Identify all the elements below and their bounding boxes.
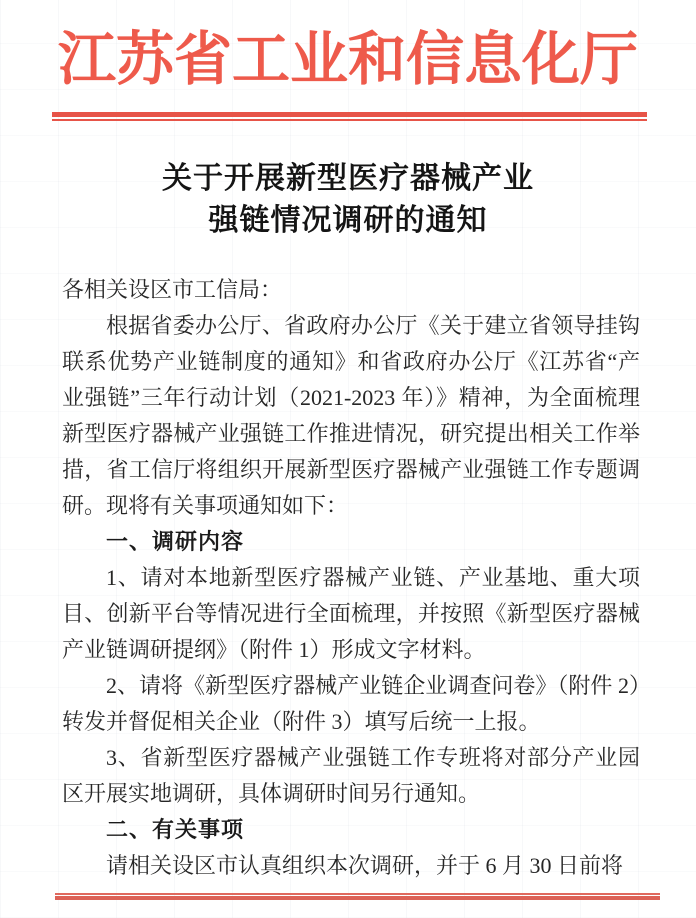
agency-letterhead: 江苏省工业和信息化厅 [57,27,638,92]
paragraph-basis: 根据省委办公厅、省政府办公厅《关于建立省领导挂钩联系优势产业链制度的通知》和省政府办公厅《江苏省“产业强链”三年行动计划（2021-2023 年）》精神，为全面梳理新型医疗器械产业强链工作推进情况，研究提出相关工作举措，省工信厅将组织开展新型医疗器械产业强链工作专题调研。现将有关事项通知如下： [62,313,640,518]
section-heading-2: 二、有关事项 [106,817,245,842]
paragraph-item-1: 1、请对本地新型医疗器械产业链、产业基地、重大项目、创新平台等情况进行全面梳理，并按照《新型医疗器械产业链调研提纲》（附件 1）形成文字材料。 [62,565,640,662]
document-title-line1: 关于开展新型医疗器械产业 [162,162,534,195]
separator-thin-band [52,119,647,121]
document-body [62,272,640,884]
bottom-rule-thick-band [55,896,660,900]
paragraph-item-2: 2、请将《新型医疗器械产业链企业调查问卷》（附件 2）转发并督促相关企业（附件 3）填写后统一上报。 [62,673,640,734]
page-bottom-rule [55,893,660,902]
document-title-line2: 强链情况调研的通知 [208,204,488,237]
letterhead-separator-rule [52,112,647,121]
paragraph-item-3: 3、省新型医疗器械产业强链工作专班将对部分产业园区开展实地调研，具体调研时间另行通知。 [62,745,640,806]
paragraph-closing: 请相关设区市认真组织本次调研，并于 6 月 30 日前将 [106,853,624,878]
salutation: 各相关设区市工信局： [62,277,283,302]
document-title [0,158,696,242]
section-heading-1: 一、调研内容 [106,529,245,554]
